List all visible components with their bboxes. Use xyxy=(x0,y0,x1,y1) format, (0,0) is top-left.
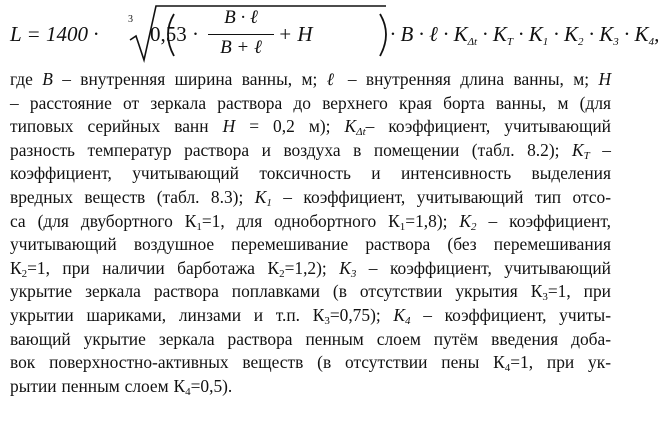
formula-coefficient: 0,53 · xyxy=(150,22,199,46)
variable-symbol: K xyxy=(254,186,267,207)
variable-symbol: H xyxy=(222,116,236,137)
subscript: 4 xyxy=(185,385,191,398)
text-line xyxy=(10,280,611,304)
subscript: 3 xyxy=(324,314,330,327)
variable-subscript: 3 xyxy=(350,267,357,280)
text-run: К xyxy=(10,257,22,278)
text-line xyxy=(10,304,611,328)
text-run: типовых серийных ванн xyxy=(10,116,223,137)
sub-2: 2 xyxy=(578,36,584,48)
text-run: =0,75); xyxy=(329,304,394,325)
text-run: =1, при ук- xyxy=(510,352,611,373)
text-line xyxy=(10,139,611,163)
formula-k-2: · K xyxy=(553,22,579,46)
text-run: =1,8); xyxy=(405,210,460,231)
subscript: 2 xyxy=(21,267,28,280)
text-line xyxy=(10,233,611,257)
text-run: =1, для однобортного К xyxy=(201,210,400,231)
text-run: – коэффициент, учиты- xyxy=(410,304,611,325)
formula-k-3: · K xyxy=(588,22,614,46)
subscript: 3 xyxy=(542,291,548,304)
subscript: 1 xyxy=(399,220,406,233)
formula-tail: , xyxy=(654,22,659,46)
formula-lhs: L = 1400 · xyxy=(10,22,99,46)
text-line xyxy=(10,68,611,92)
text-run: вающий укрытие зеркала раствора пенным слоем путём введения доба- xyxy=(10,328,611,349)
variable-symbol: K xyxy=(344,116,357,137)
variable-symbol: K xyxy=(459,210,472,231)
sub-dt: Δt xyxy=(467,36,478,48)
variable-subscript: 2 xyxy=(471,220,477,233)
text-run: учитывающий воздушное перемешивание раствора (без перемешивания xyxy=(10,234,611,255)
text-run: – расстояние от зеркала раствора до верхнего края борта ванны, м (для xyxy=(10,92,611,113)
text-run: вок поверхностно-активных веществ (в отсутствии пены К xyxy=(10,352,505,373)
text-run: – коэффициент, учитывающий xyxy=(356,257,611,278)
text-line xyxy=(10,115,611,139)
variable-symbol: H xyxy=(598,69,611,89)
fraction-numerator: B · ℓ xyxy=(224,7,258,28)
fraction-bar xyxy=(208,34,274,35)
fraction-denominator: B + ℓ xyxy=(220,37,262,58)
variable-subscript: Δt xyxy=(356,126,366,139)
root-index: 3 xyxy=(128,14,133,25)
text-run: разность температур раствора и воздуха в помещении (табл. 8.2); xyxy=(10,139,573,160)
formula-rhs xyxy=(390,22,659,48)
variable-subscript: 4 xyxy=(405,314,411,327)
text-run: рытии пенным слоем К xyxy=(10,375,186,396)
text-line xyxy=(10,186,611,210)
text-line xyxy=(10,92,611,116)
text-run: – коэффициент, xyxy=(476,210,611,231)
text-line xyxy=(10,328,611,352)
variable-definitions xyxy=(10,68,611,398)
text-run: =0,5). xyxy=(190,375,233,396)
text-run: – внутренняя ширина ванны, м; xyxy=(52,69,327,89)
sub-4: 4 xyxy=(648,36,655,48)
variable-subscript: 1 xyxy=(266,196,272,209)
text-run: =1, при наличии барботажа К xyxy=(27,257,280,278)
text-run: – xyxy=(589,139,612,160)
text-run: укрытие зеркала раствора поплавками (в отсутствии укрытия К xyxy=(10,281,543,302)
text-run: = 0,2 м); xyxy=(235,116,345,137)
text-run: коэффициент, учитывающий токсичность и интенсивность выделения xyxy=(10,163,611,184)
text-run: вредных веществ (табл. 8.3); xyxy=(10,186,255,207)
text-line xyxy=(10,210,611,234)
variable-symbol: K xyxy=(572,139,584,160)
variable-symbol: K xyxy=(339,257,351,278)
variable-symbol: B xyxy=(42,69,53,89)
subscript: 4 xyxy=(504,362,511,375)
text-line xyxy=(10,375,611,399)
formula xyxy=(10,4,659,64)
sub-3: 3 xyxy=(613,36,619,48)
sub-t: T xyxy=(506,36,513,48)
text-run: =1, при xyxy=(547,281,611,302)
subscript: 2 xyxy=(279,267,285,280)
text-run: – внутренняя длина ванны, м; xyxy=(338,69,599,89)
formula-plus-h: + H xyxy=(278,22,313,46)
formula-k-1: · K xyxy=(518,22,543,46)
text-line xyxy=(10,351,611,375)
subscript: 1 xyxy=(196,220,202,233)
formula-k-4: · K xyxy=(624,22,649,46)
text-run: укрытии шариками, линзами и т.п. К xyxy=(10,304,325,325)
variable-subscript: T xyxy=(583,149,590,162)
variable-symbol: ℓ xyxy=(326,69,339,89)
variable-symbol: K xyxy=(393,304,406,325)
text-run: – коэффициент, учитывающий xyxy=(365,116,611,137)
text-run: =1,2); xyxy=(284,257,340,278)
formula-k-t: · K xyxy=(482,22,507,46)
text-line xyxy=(10,162,611,186)
text-run: – коэффициент, учитывающий тип отсо- xyxy=(271,186,611,207)
text-run: са (для двубортного К xyxy=(10,210,197,231)
formula-rhs-head: · B · ℓ · K xyxy=(390,22,468,46)
sub-1: 1 xyxy=(542,36,549,48)
text-line xyxy=(10,257,611,281)
text-run: где xyxy=(10,69,43,89)
